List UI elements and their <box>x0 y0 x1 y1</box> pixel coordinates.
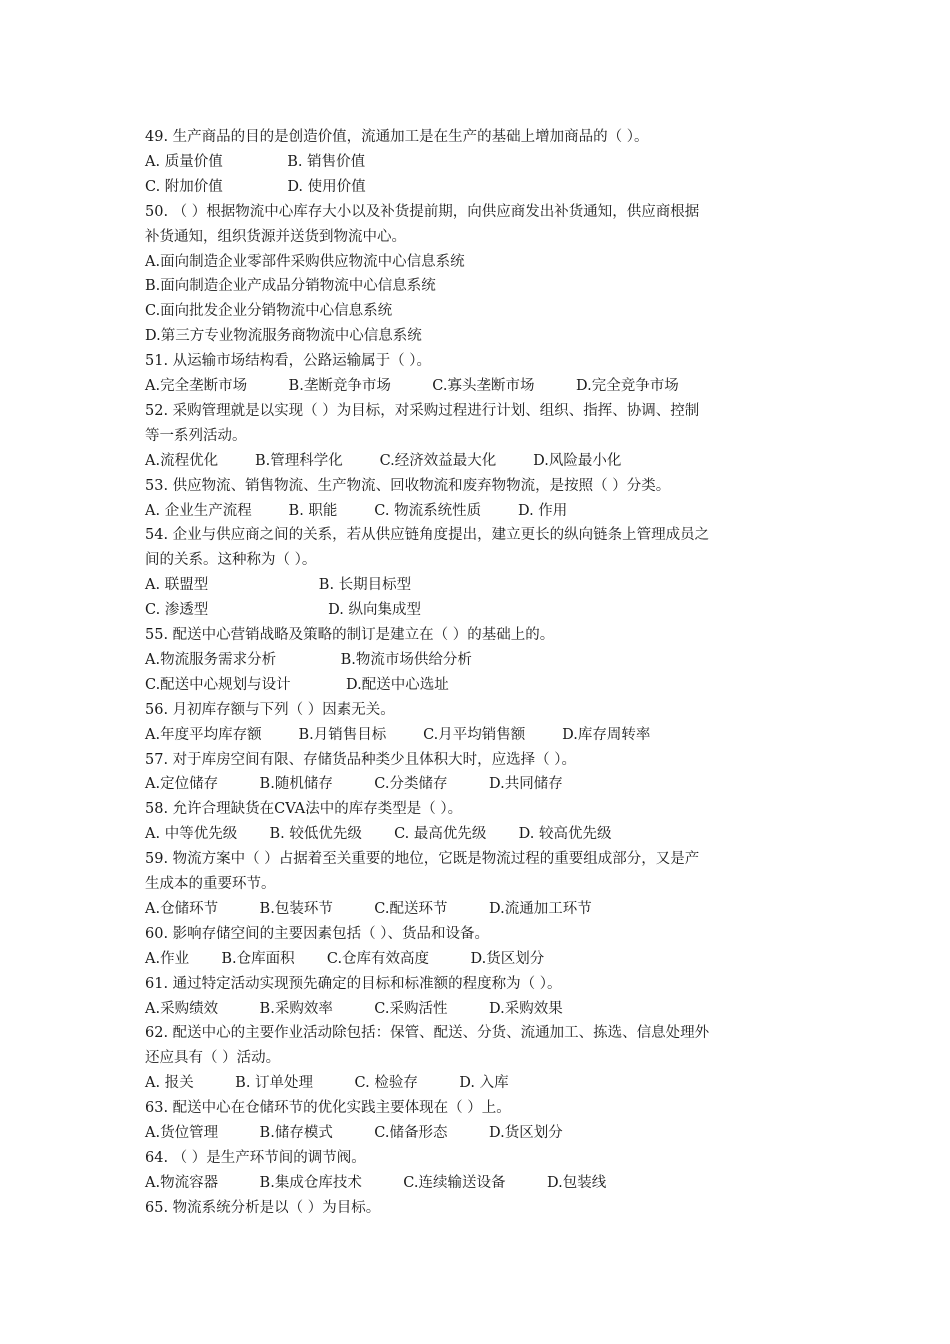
question-stem: 52. 采购管理就是以实现（ ）为目标，对采购过程进行计划、组织、指挥、协调、控制 <box>145 402 700 419</box>
answer-options: C. 渗透型 D. 纵向集成型 <box>145 602 421 619</box>
question-stem: 61. 通过特定活动实现预先确定的目标和标准额的程度称为（ ）。 <box>145 975 562 992</box>
answer-options: D.第三方专业物流服务商物流中心信息系统 <box>145 328 422 345</box>
question-stem: 65. 物流系统分析是以（ ）为目标。 <box>145 1199 381 1216</box>
answer-options: C.配送中心规划与设计 D.配送中心选址 <box>145 676 449 693</box>
question-stem: 56. 月初库存额与下列（ ）因素无关。 <box>145 701 395 718</box>
answer-options: A.作业 B.仓库面积 C.仓库有效高度 D.货区划分 <box>145 950 545 967</box>
answer-options: A.仓储环节 B.包装环节 C.配送环节 D.流通加工环节 <box>145 900 592 917</box>
question-stem-continued: 等一系列活动。 <box>145 427 247 444</box>
answer-options: A.流程优化 B.管理科学化 C.经济效益最大化 D.风险最小化 <box>145 452 622 469</box>
question-stem: 51. 从运输市场结构看，公路运输属于（ ）。 <box>145 353 432 370</box>
answer-options: A.物流容器 B.集成仓库技术 C.连续输送设备 D.包装线 <box>145 1174 607 1191</box>
question-stem: 60. 影响存储空间的主要因素包括（ ）、货品和设备。 <box>145 925 490 942</box>
answer-options: A. 中等优先级 B. 较低优先级 C. 最高优先级 D. 较高优先级 <box>145 826 612 843</box>
answer-options: A.采购绩效 B.采购效率 C.采购活性 D.采购效果 <box>145 1000 563 1017</box>
answer-options: A. 报关 B. 订单处理 C. 检验存 D. 入库 <box>145 1075 509 1092</box>
question-stem-continued: 还应具有（ ）活动。 <box>145 1050 281 1067</box>
question-stem: 58. 允许合理缺货在CVA法中的库存类型是（ ）。 <box>145 801 463 818</box>
answer-options: B.面向制造企业产成品分销物流中心信息系统 <box>145 278 436 295</box>
question-stem-continued: 补货通知，组织货源并送货到物流中心。 <box>145 228 406 245</box>
answer-options: A. 质量价值 B. 销售价值 <box>145 153 366 170</box>
answer-options: A.完全垄断市场 B.垄断竞争市场 C.寡头垄断市场 D.完全竞争市场 <box>145 378 679 394</box>
question-stem: 57. 对于库房空间有限、存储货品种类少且体积大时，应选择（ ）。 <box>145 751 577 768</box>
answer-options: C. 附加价值 D. 使用价值 <box>145 178 366 195</box>
question-stem: 63. 配送中心在仓储环节的优化实践主要体现在（ ）上。 <box>145 1100 511 1117</box>
answer-options: A. 联盟型 B. 长期目标型 <box>145 577 412 594</box>
question-stem: 54. 企业与供应商之间的关系，若从供应链角度提出，建立更长的纵向链条上管理成员之 <box>145 527 710 544</box>
question-stem: 64. （ ）是生产环节间的调节阀。 <box>145 1149 366 1166</box>
question-stem: 53. 供应物流、销售物流、生产物流、回收物流和废弃物物流，是按照（ ）分类。 <box>145 477 671 494</box>
question-stem-continued: 生成本的重要环节。 <box>145 876 276 892</box>
answer-options: A.定位储存 B.随机储存 C.分类储存 D.共同储存 <box>145 776 563 793</box>
question-stem: 62. 配送中心的主要作业活动除包括：保管、配送、分货、流通加工、拣选、信息处理外 <box>145 1025 710 1042</box>
answer-options: A. 企业生产流程 B. 职能 C. 物流系统性质 D. 作用 <box>145 502 568 519</box>
question-stem-continued: 间的关系。这种称为（ ）。 <box>145 552 317 569</box>
question-stem: 50. （ ）根据物流中心库存大小以及补货提前期，向供应商发出补货通知，供应商根据 <box>145 203 700 220</box>
answer-options: C.面向批发企业分销物流中心信息系统 <box>145 303 393 320</box>
question-stem: 59. 物流方案中（ ）占据着至关重要的地位，它既是物流过程的重要组成部分，又是产 <box>145 851 700 868</box>
answer-options: A.物流服务需求分析 B.物流市场供给分析 <box>145 651 472 668</box>
question-stem: 49. 生产商品的目的是创造价值，流通加工是在生产的基础上增加商品的（ ）。 <box>145 129 649 145</box>
answer-options: A.面向制造企业零部件采购供应物流中心信息系统 <box>145 253 465 270</box>
answer-options: A.货位管理 B.储存模式 C.储备形态 D.货区划分 <box>145 1125 563 1141</box>
question-stem: 55. 配送中心营销战略及策略的制订是建立在（ ）的基础上的。 <box>145 627 555 643</box>
answer-options: A.年度平均库存额 B.月销售目标 C.月平均销售额 D.库存周转率 <box>145 726 651 743</box>
